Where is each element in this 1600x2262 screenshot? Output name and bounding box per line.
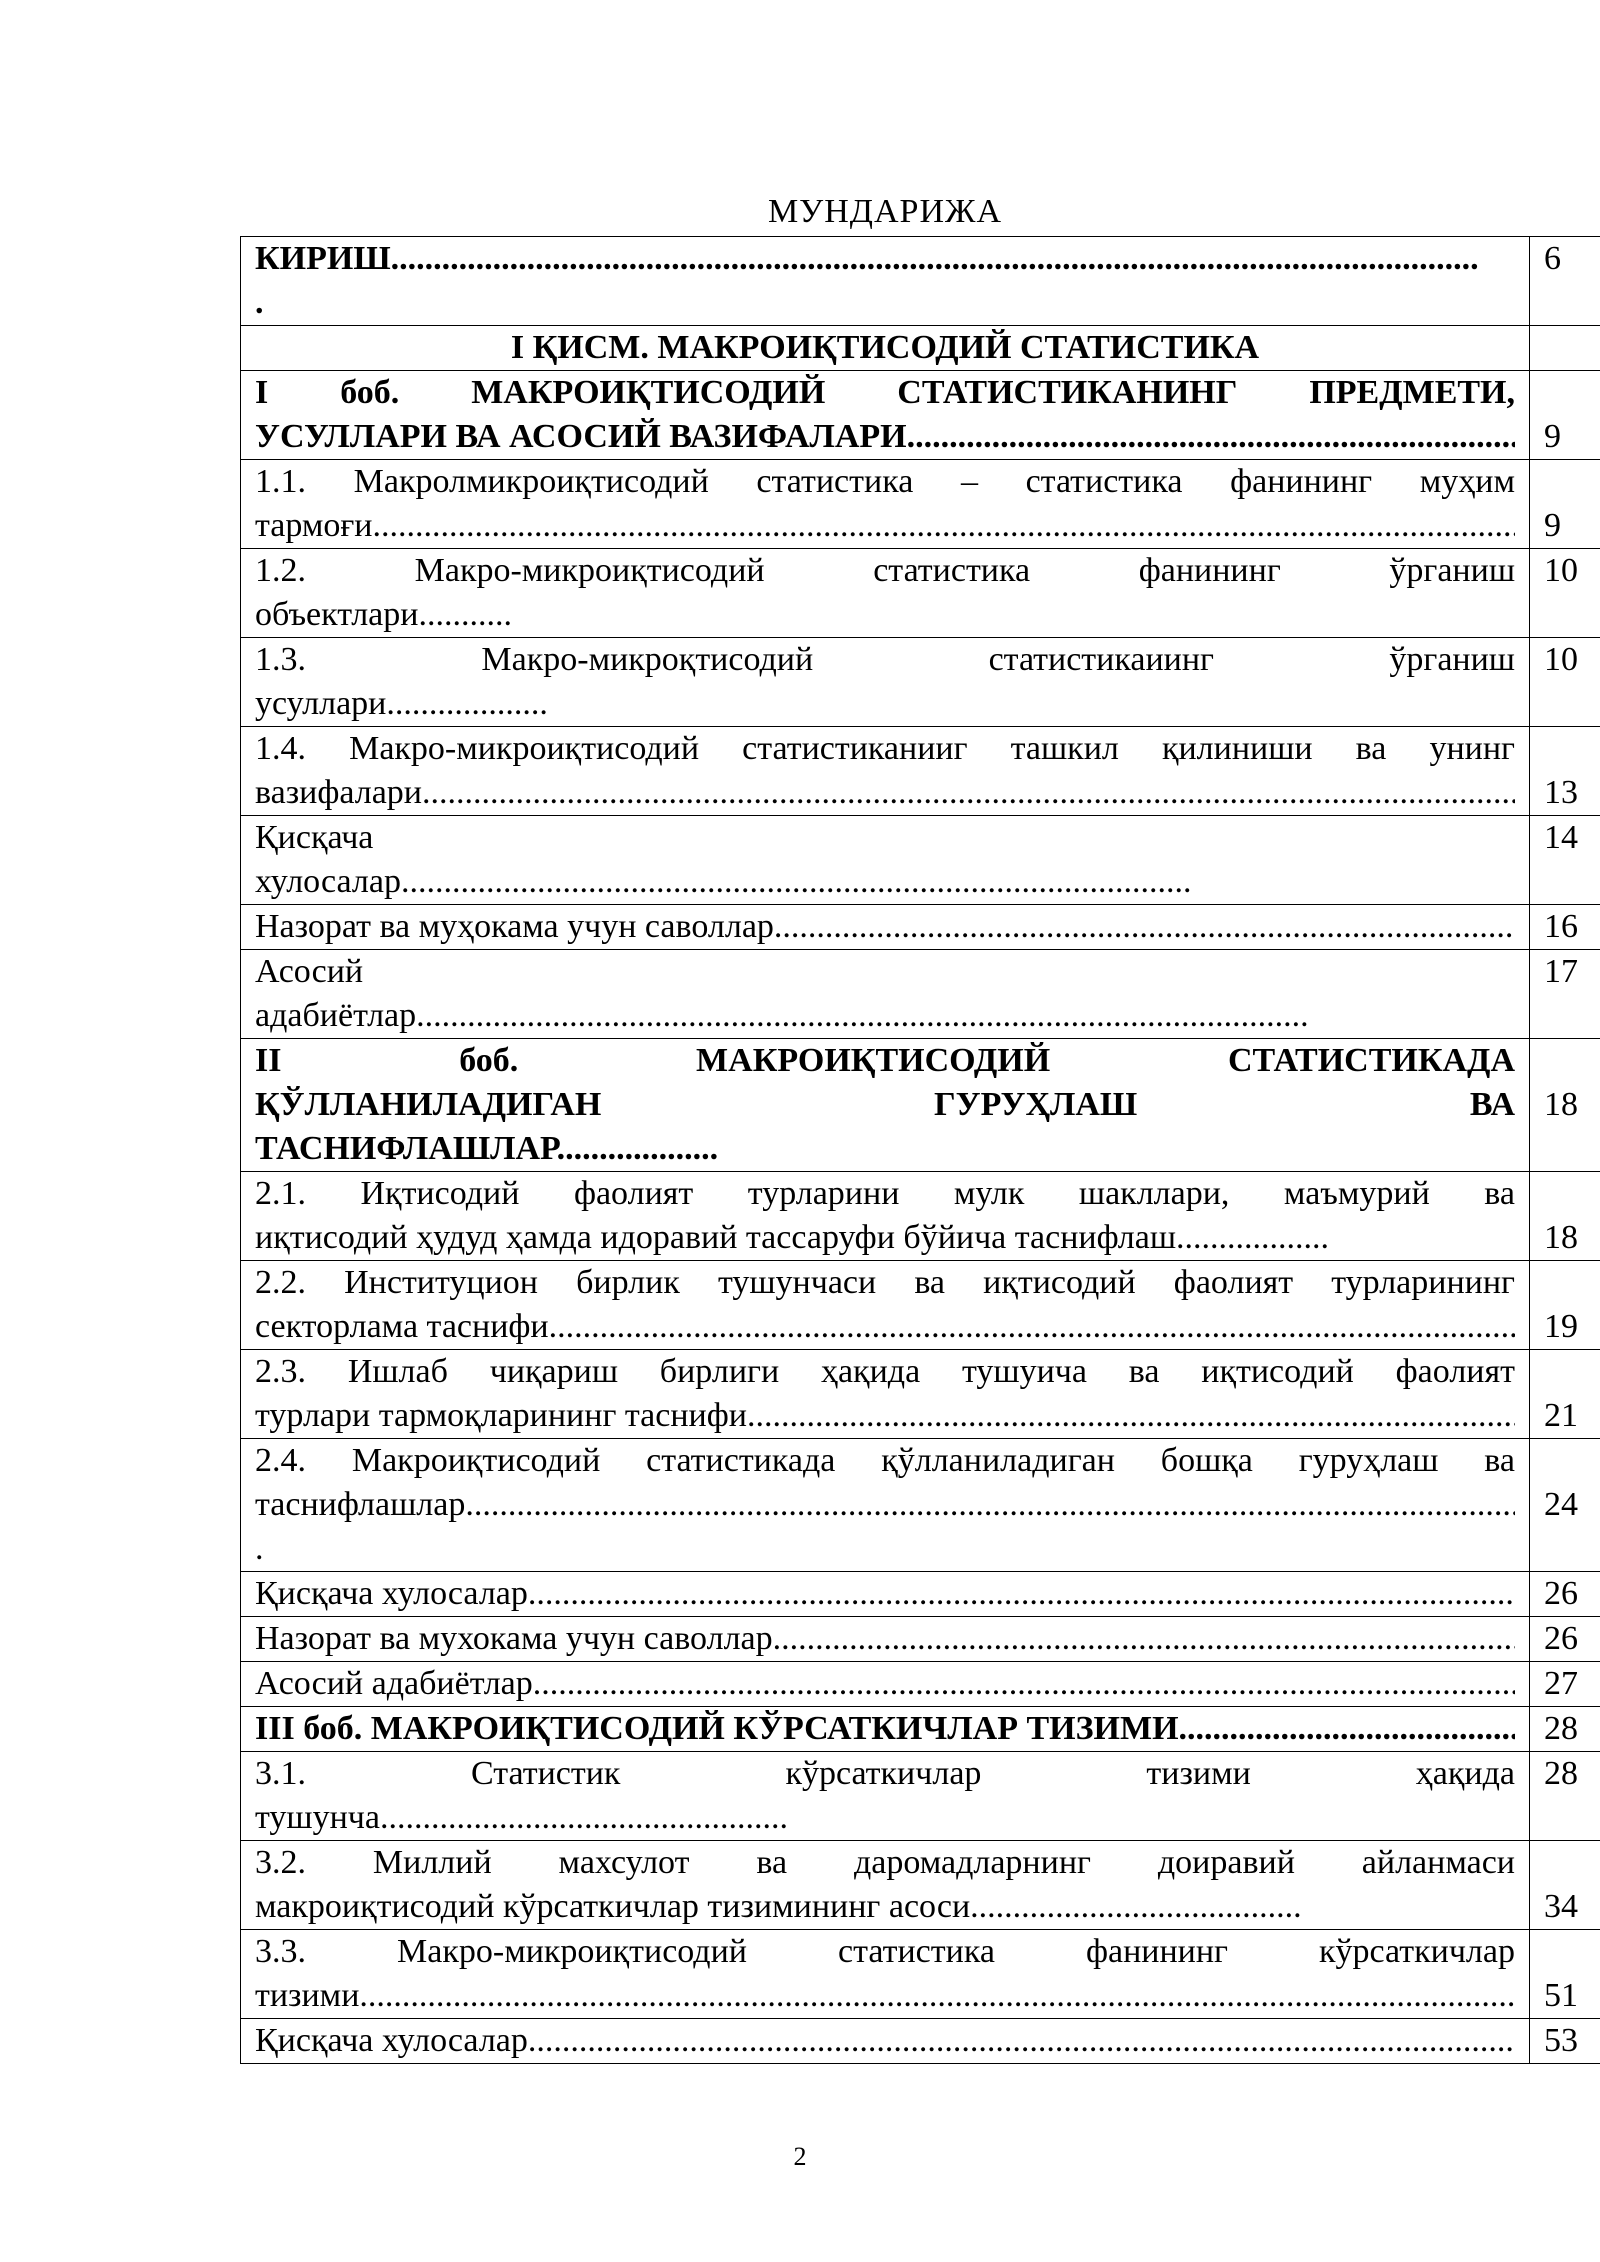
toc-page: 21 [1530, 1350, 1600, 1439]
toc-page: 18 [1530, 1172, 1600, 1261]
toc-entry-text [255, 1662, 1515, 1706]
toc-entry-text: 1.2. Макро-микроиқтисодий статистика фанининг ўрганиш [255, 552, 1515, 589]
toc-entry-text: тизими [255, 1977, 360, 2014]
toc-entry [241, 905, 1530, 950]
toc-row [241, 1572, 1600, 1617]
toc-entry-text: усуллари................... [255, 685, 548, 722]
toc-entry-text: 1.1. Макролмикроиқтисодий статистика – статистика фанининг муҳим [255, 463, 1515, 500]
toc-entry-text: 3.2. Миллий махсулот ва даромадларнинг доиравий айланмаси [255, 1844, 1515, 1881]
toc-entry [241, 2019, 1530, 2064]
toc-entry [241, 1841, 1530, 1930]
toc-entry-text: Асосий [255, 953, 364, 990]
toc-entry [241, 1572, 1530, 1617]
dot-leader [528, 2019, 1515, 2063]
toc-page: 24 [1530, 1439, 1600, 1572]
dot-leader [528, 1572, 1515, 1616]
dot-leader [465, 1483, 1515, 1527]
toc-entry-text: Қисқача [255, 819, 374, 856]
dot-leader [773, 1617, 1515, 1661]
toc-row [241, 1617, 1600, 1662]
toc-entry-text [255, 1572, 1515, 1616]
toc-entry-text [255, 2019, 1515, 2063]
toc-entry-text: объектлари........... [255, 596, 512, 633]
toc-row [241, 1350, 1600, 1439]
dot-leader [422, 771, 1515, 815]
toc-entry-text: II боб. МАКРОИҚТИСОДИЙ СТАТИСТИКАДА [255, 1042, 1515, 1079]
table-of-contents [240, 236, 1600, 2064]
dot-leader [747, 1394, 1515, 1438]
toc-entry-text: 1.4. Макро-микроиқтисодий статистиканииг ташкил қилиниши ва унинг [255, 730, 1515, 767]
toc-entry [241, 549, 1530, 638]
chapter-heading [241, 371, 1530, 460]
toc-entry-text: III боб. МАКРОИҚТИСОДИЙ КЎРСАТКИЧЛАР ТИЗИМИ [255, 1710, 1179, 1747]
toc-row [241, 1039, 1600, 1172]
part-heading: І ҚИСМ. МАКРОИҚТИСОДИЙ СТАТИСТИКА [241, 326, 1530, 371]
toc-row [241, 549, 1600, 638]
toc-row [241, 1662, 1600, 1707]
toc-entry-text [255, 771, 1515, 815]
page-title: МУНДАРИЖА [767, 193, 1003, 230]
toc-row [241, 1930, 1600, 2019]
toc-page: 28 [1530, 1707, 1600, 1752]
toc-entry-text: Назорат ва мухокама учун саволлар [255, 1620, 773, 1657]
toc-row [241, 1439, 1600, 1572]
toc-entry [241, 460, 1530, 549]
toc-row [241, 1172, 1600, 1261]
toc-page: 18 [1530, 1039, 1600, 1172]
toc-entry-text: тушунча................................................ [255, 1799, 788, 1836]
toc-entry-text: ҚЎЛЛАНИЛАДИГАН ГУРУҲЛАШ ВА [255, 1086, 1515, 1123]
toc-entry-text [255, 1394, 1515, 1438]
toc-entry-text: І боб. МАКРОИҚТИСОДИЙ СТАТИСТИКАНИНГ ПРЕДМЕТИ, [255, 374, 1515, 411]
toc-row [241, 816, 1600, 905]
dot-leader [907, 415, 1515, 459]
toc-page: 19 [1530, 1261, 1600, 1350]
toc-page: 27 [1530, 1662, 1600, 1707]
toc-page: 13 [1530, 727, 1600, 816]
toc-row [241, 460, 1600, 549]
toc-entry [241, 237, 1530, 326]
toc-entry-text [255, 1483, 1515, 1527]
toc-entry-text: 1.3. Макро-микроқтисодий статистикаиинг ўрганиш [255, 641, 1515, 678]
toc-entry-text: 2.4. Макроиқтисодий статистикада қўлланиладиган бошқа гуруҳлаш ва [255, 1442, 1515, 1479]
toc-page: 6 [1530, 237, 1600, 326]
toc-entry-text [255, 504, 1515, 548]
toc-entry-text [255, 1707, 1515, 1751]
toc-entry-text: 2.1. Иқтисодий фаолият турларини мулк шакллари, маъмурий ва [255, 1175, 1515, 1212]
toc-page: 26 [1530, 1572, 1600, 1617]
toc-entry-text: . [255, 1530, 264, 1567]
toc-entry-text: тармоғи [255, 507, 373, 544]
toc-entry-text: макроиқтисодий кўрсаткичлар тизимининг асоси....................................... [255, 1888, 1302, 1925]
toc-entry [241, 816, 1530, 905]
toc-entry-text: таснифлашлар [255, 1486, 466, 1523]
toc-row [241, 950, 1600, 1039]
toc-entry [241, 1617, 1530, 1662]
toc-entry [241, 1439, 1530, 1572]
toc-entry-text [255, 1617, 1515, 1661]
toc-entry [241, 638, 1530, 727]
toc-page: 10 [1530, 638, 1600, 727]
toc-page: 9 [1530, 460, 1600, 549]
chapter-heading [241, 1039, 1530, 1172]
toc-row [241, 326, 1600, 371]
dot-leader [533, 1662, 1515, 1706]
toc-entry-text: Қисқача хулосалар [255, 1575, 528, 1612]
toc-entry-text: адабиётлар......................................................................................................... [255, 997, 1309, 1034]
toc-entry [241, 727, 1530, 816]
toc-entry-text: 2.2. Институцион бирлик тушунчаси ва иқтисодий фаолият турларининг [255, 1264, 1515, 1301]
toc-page: 53 [1530, 2019, 1600, 2064]
toc-row [241, 371, 1600, 460]
toc-entry-text: турлари тармоқларининг таснифи [255, 1397, 747, 1434]
toc-entry [241, 1261, 1530, 1350]
toc-entry-text: иқтисодий ҳудуд ҳамда идоравий тассаруфи бўйича таснифлаш.................. [255, 1219, 1330, 1256]
toc-page: 51 [1530, 1930, 1600, 2019]
toc-row [241, 2019, 1600, 2064]
page-number: 2 [793, 2142, 807, 2171]
toc-page: 26 [1530, 1617, 1600, 1662]
toc-row [241, 1841, 1600, 1930]
toc-row [241, 1261, 1600, 1350]
toc-entry-text: вазифалари [255, 774, 422, 811]
toc-entry [241, 950, 1530, 1039]
toc-page: 16 [1530, 905, 1600, 950]
dot-leader [549, 1305, 1515, 1349]
toc-entry-text [255, 905, 1515, 949]
toc-entry [241, 1350, 1530, 1439]
dot-leader [373, 504, 1515, 548]
toc-entry-text: Назорат ва муҳокама учун саволлар [255, 908, 774, 945]
toc-page: 17 [1530, 950, 1600, 1039]
toc-row [241, 727, 1600, 816]
toc-page [1530, 326, 1600, 371]
toc-entry [241, 1172, 1530, 1261]
toc-page: 9 [1530, 371, 1600, 460]
toc-entry [241, 1752, 1530, 1841]
toc-row [241, 1707, 1600, 1752]
dot-leader [359, 1974, 1515, 2018]
toc-row [241, 638, 1600, 727]
dot-leader [1179, 1707, 1515, 1751]
toc-entry-text: . [255, 284, 264, 321]
toc-page: 28 [1530, 1752, 1600, 1841]
toc-row [241, 905, 1600, 950]
toc-row [241, 1752, 1600, 1841]
toc-entry-text [255, 415, 1515, 459]
toc-page: 14 [1530, 816, 1600, 905]
toc-entry [241, 1662, 1530, 1707]
toc-entry-text: ТАСНИФЛАШЛАР................... [255, 1130, 719, 1167]
toc-row [241, 237, 1600, 326]
toc-entry-text [255, 1305, 1515, 1349]
toc-entry-text: секторлама таснифи [255, 1308, 549, 1345]
toc-page: 34 [1530, 1841, 1600, 1930]
toc-entry-text: КИРИШ................................................................................................................................ [255, 240, 1479, 277]
toc-entry-text: УСУЛЛАРИ ВА АСОСИЙ ВАЗИФАЛАРИ [255, 418, 907, 455]
toc-entry-text: хулосалар............................................................................................. [255, 863, 1192, 900]
toc-entry-text: 3.3. Макро-микроиқтисодий статистика фанининг кўрсаткичлар [255, 1933, 1515, 1970]
toc-entry-text: 3.1. Статистик кўрсаткичлар тизими ҳақида [255, 1755, 1515, 1792]
toc-entry-text: 2.3. Ишлаб чиқариш бирлиги ҳақида тушуича ва иқтисодий фаолият [255, 1353, 1515, 1390]
toc-page: 10 [1530, 549, 1600, 638]
toc-entry [241, 1930, 1530, 2019]
toc-entry-text: Асосий адабиётлар [255, 1665, 533, 1702]
toc-entry-text: Қисқача хулосалар [255, 2022, 528, 2059]
toc-entry-text [255, 1974, 1515, 2018]
chapter-heading [241, 1707, 1530, 1752]
dot-leader [774, 905, 1515, 949]
